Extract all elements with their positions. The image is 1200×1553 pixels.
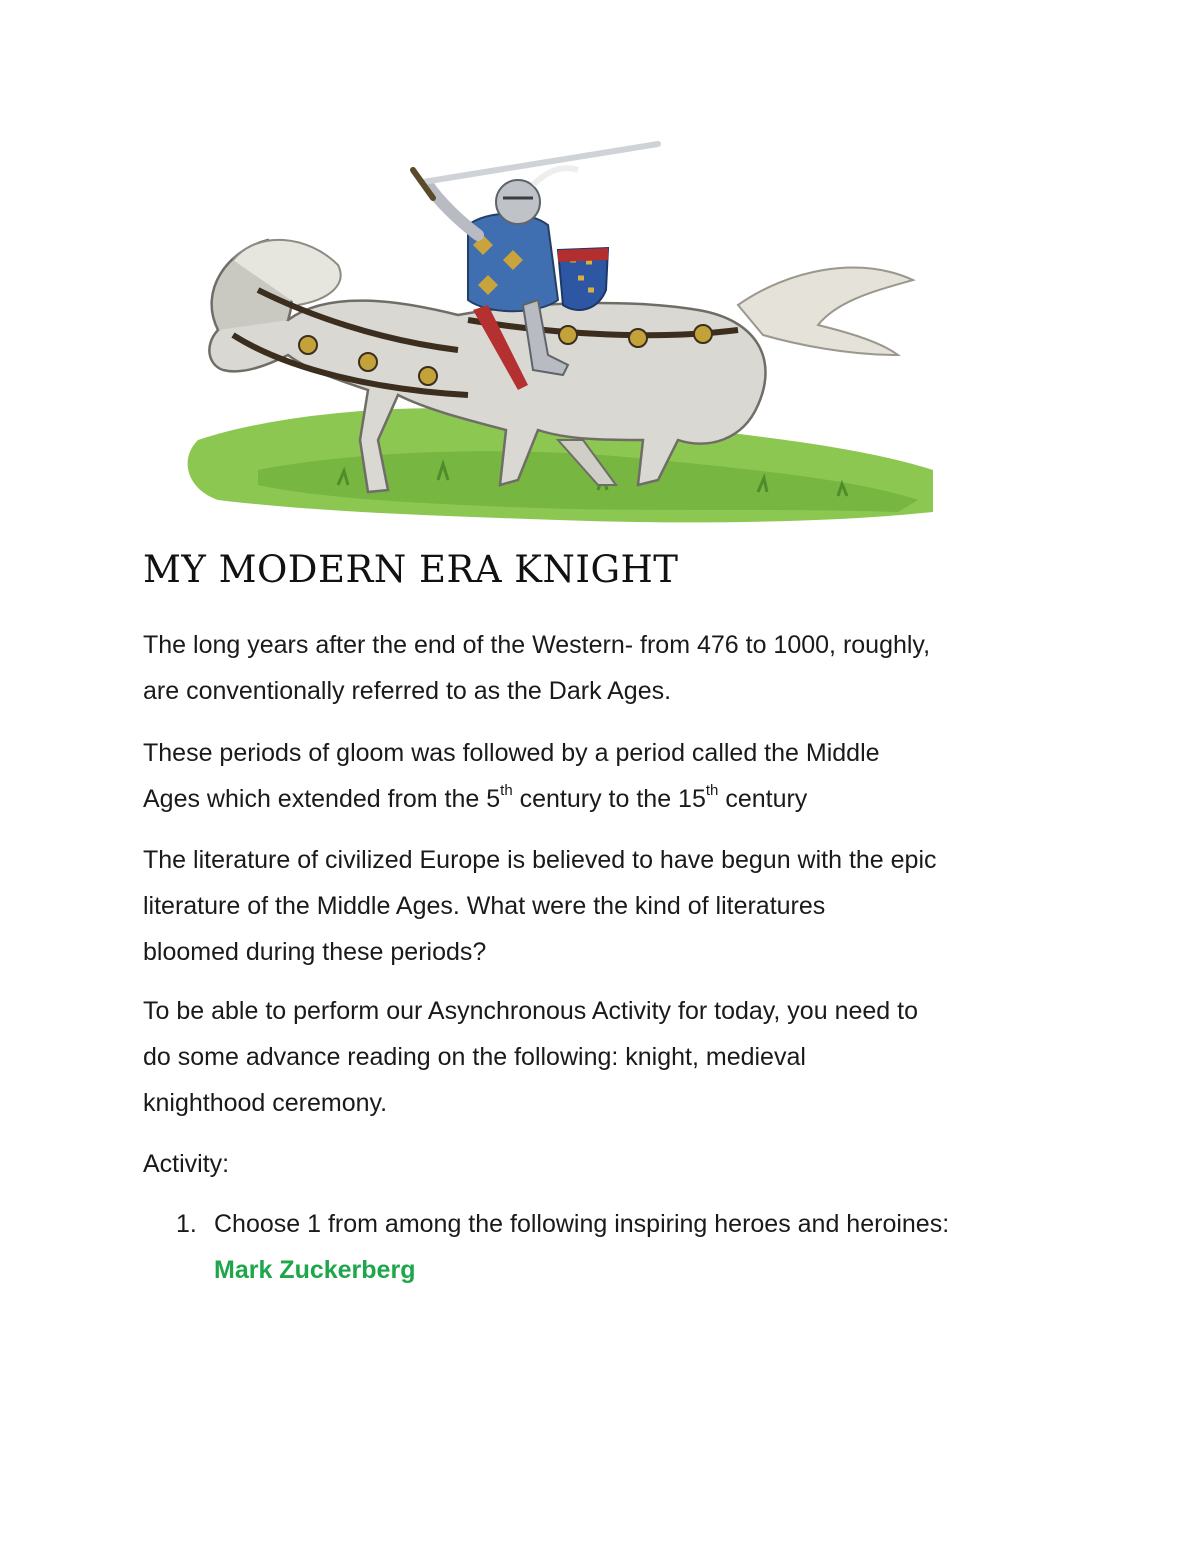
document-title: MY MODERN ERA KNIGHT: [143, 548, 679, 591]
paragraph-line: To be able to perform our Asynchronous Activity for today, you need to: [143, 997, 918, 1025]
paragraph-line: knighthood ceremony.: [143, 1089, 388, 1117]
text-segment: century: [718, 785, 808, 813]
selected-hero-answer: Mark Zuckerberg: [214, 1256, 416, 1284]
list-item: [176, 1201, 949, 1293]
paragraph-literature: [143, 837, 937, 975]
ordinal-suffix: th: [500, 782, 513, 799]
paragraph-line: do some advance reading on the following: knight, medieval: [143, 1043, 806, 1071]
activity-list: [176, 1201, 949, 1293]
knight-illustration: [138, 140, 938, 525]
paragraph-line: The long years after the end of the Western- from 476 to 1000, roughly,: [143, 631, 931, 659]
paragraph-line: [143, 776, 880, 822]
paragraph-instructions: [143, 988, 918, 1126]
paragraph-line: literature of the Middle Ages. What were the kind of literatures: [143, 892, 826, 920]
text-segment: century to the 15: [512, 785, 706, 813]
paragraph-dark-ages: [143, 622, 930, 714]
activity-label: Activity:: [143, 1150, 230, 1178]
paragraph-line: The literature of civilized Europe is believed to have begun with the epic: [143, 846, 937, 874]
paragraph-middle-ages: [143, 730, 880, 822]
paragraph-line: are conventionally referred to as the Dark Ages.: [143, 677, 672, 705]
paragraph-line: These periods of gloom was followed by a period called the Middle: [143, 739, 880, 767]
paragraph-line: bloomed during these periods?: [143, 938, 487, 966]
list-number: 1.: [176, 1210, 197, 1238]
ordinal-suffix: th: [705, 782, 719, 799]
horse-tail: [738, 268, 913, 355]
list-item-text: Choose 1 from among the following inspiring heroes and heroines:: [214, 1210, 950, 1238]
text-segment: Ages which extended from the 5: [143, 785, 501, 813]
